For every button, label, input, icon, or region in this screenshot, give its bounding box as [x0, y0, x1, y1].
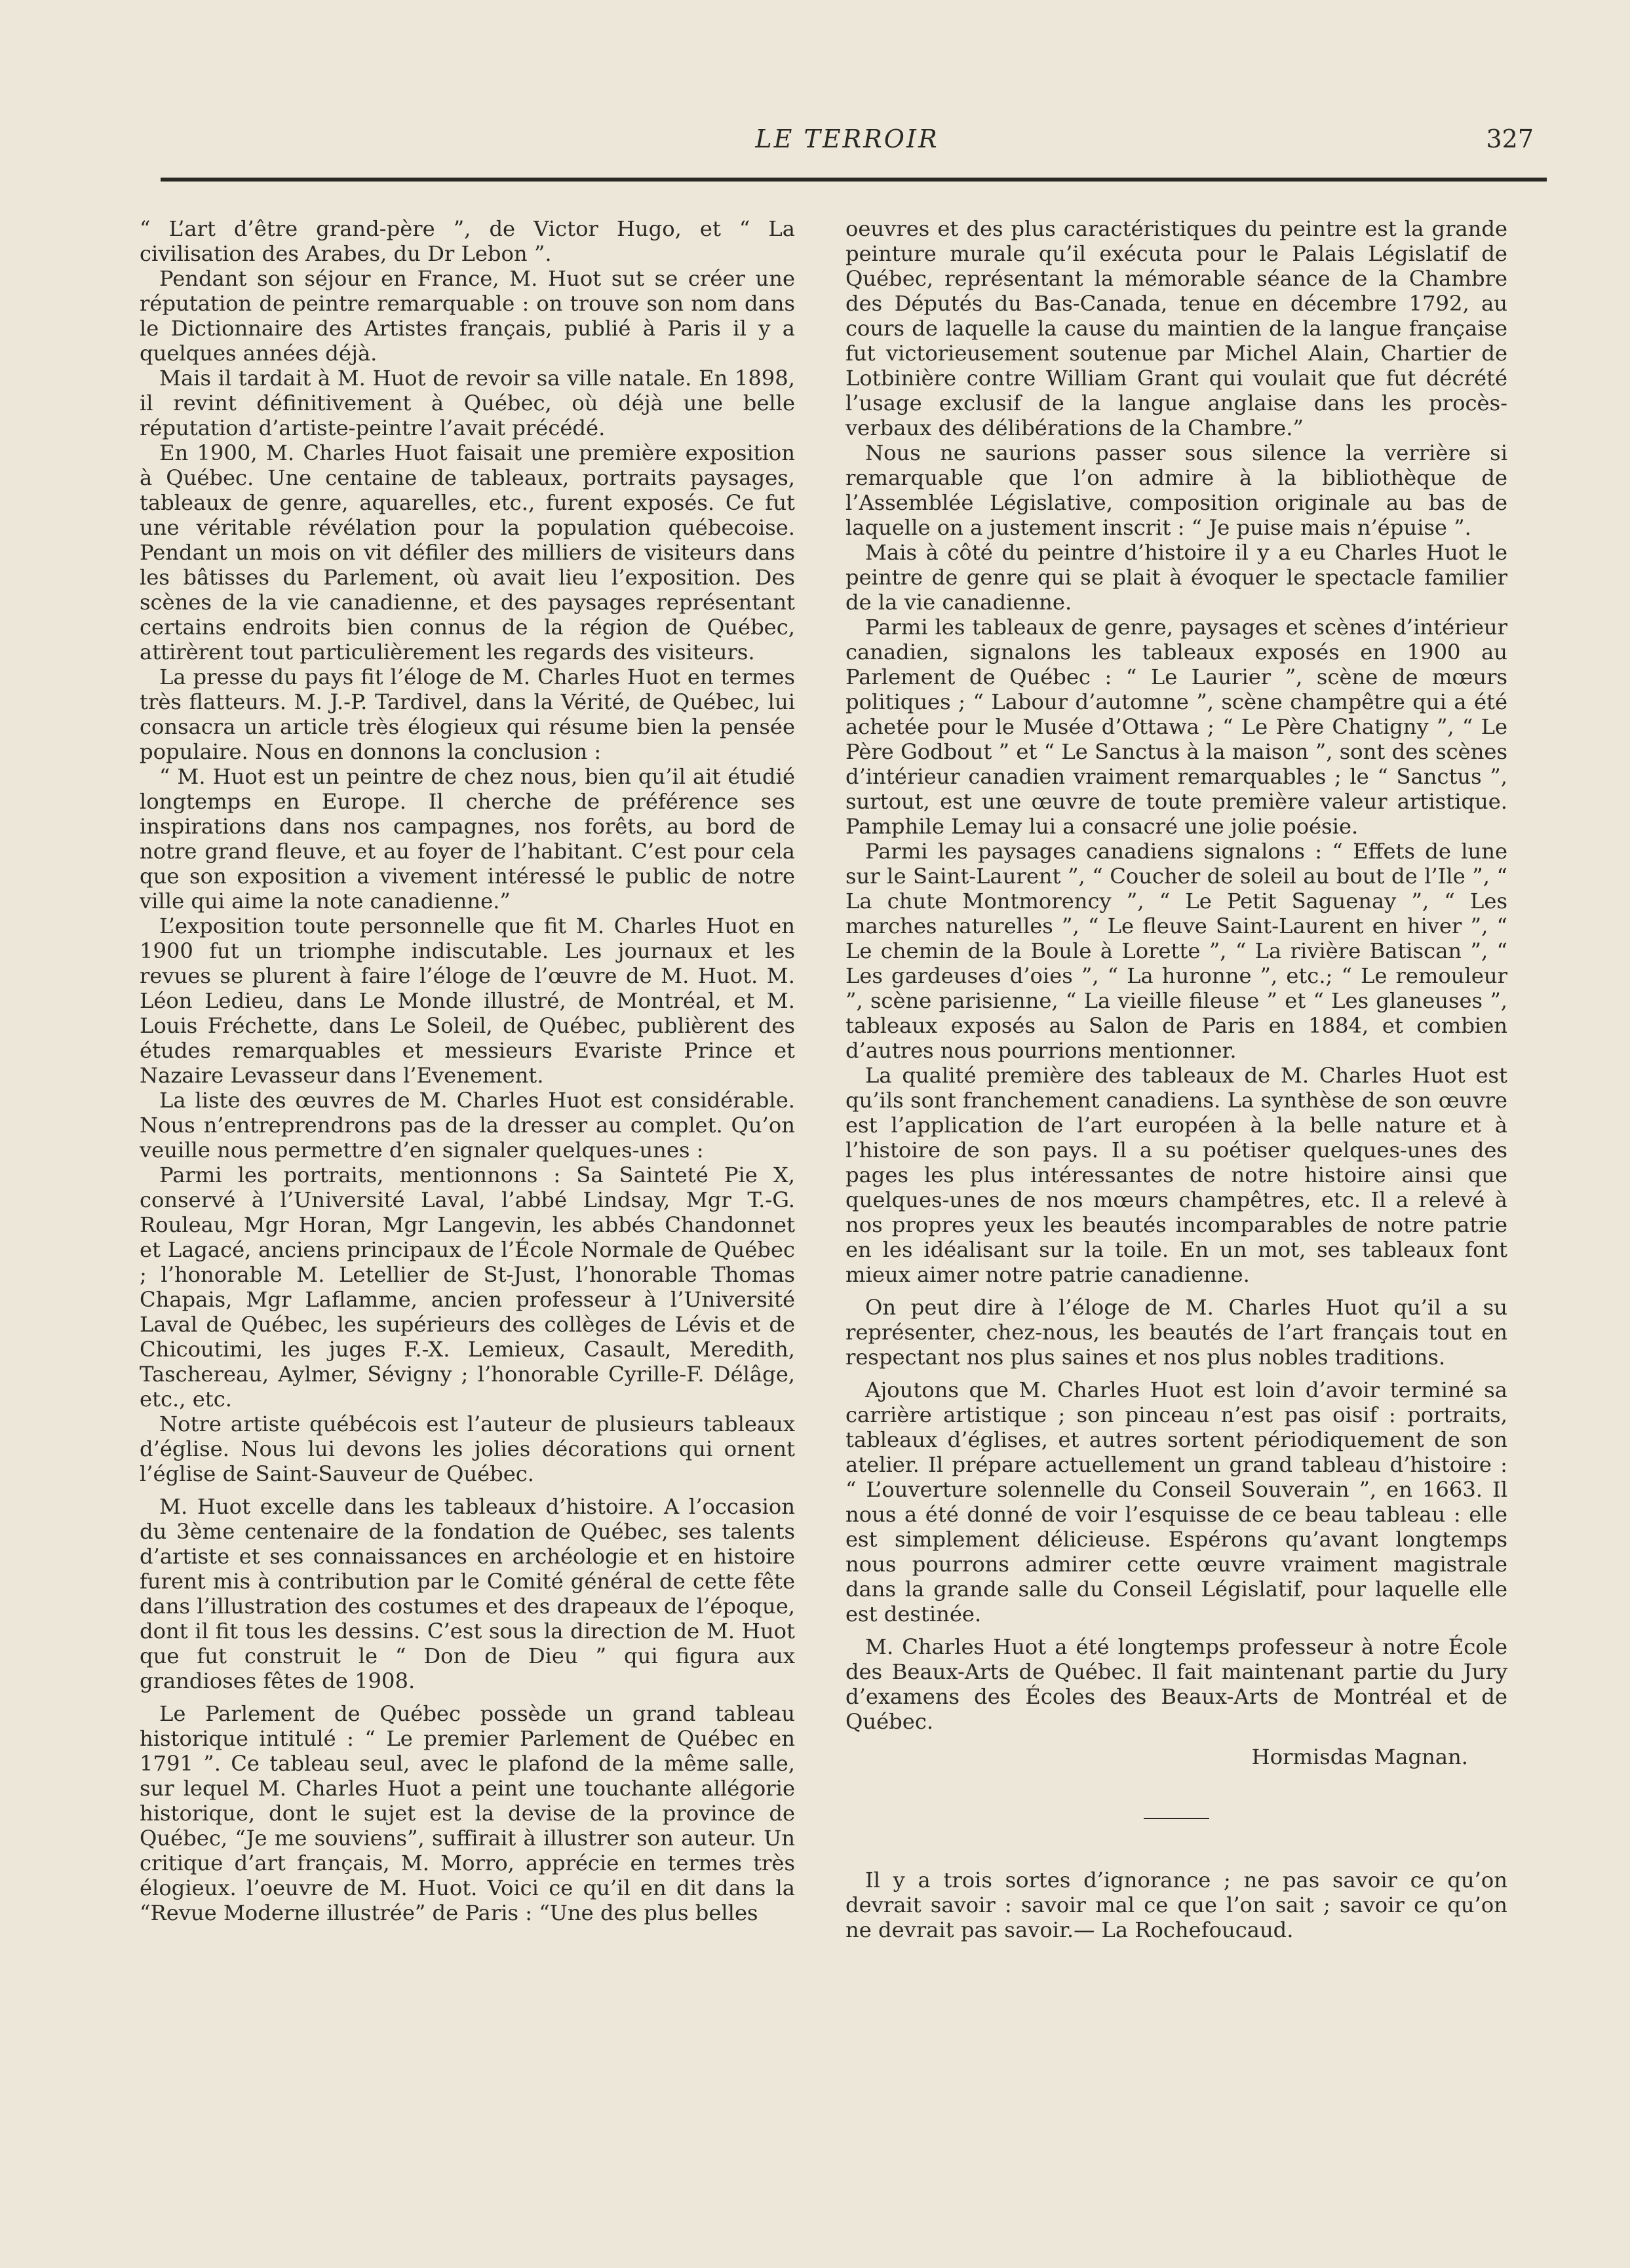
running-title: LE TERROIR	[755, 125, 939, 153]
paragraph: La liste des œuvres de M. Charles Huot est considérable. Nous n’entreprendrons pas de la dresser au complet. Qu’on veuille nous permettre d’en signaler quelques-unes :	[140, 1088, 795, 1163]
author-signature: Hormisdas Magnan.	[1251, 1744, 1468, 1769]
page-header	[147, 119, 1547, 159]
paragraph: M. Huot excelle dans les tableaux d’histoire. A l’occasion du 3ème centenaire de la fondation de Québec, ses talents d’artiste et ses connaissances en archéologie et en histoire furent mis à contribution par le Comité général de cette fête dans l’illustration des costumes et des drapeaux de l’époque, dont il fit tous les dessins. C’est sous la direction de M. Huot que fut construit le “ Don de Dieu ” qui figura aux grandioses fêtes de 1908.	[140, 1494, 795, 1693]
paragraph: oeuvres et des plus caractéristiques du peintre est la grande peinture murale qu’il exécuta pour le Palais Législatif de Québec, représentant la mémorable séance de la Chambre des Députés du Bas-Canada, tenue en décembre 1792, au cours de laquelle la cause du maintien de la langue française fut victorieusement soutenue par Michel Alain, Chartier de Lotbinière contre William Grant qui voulait que fut décrété l’usage exclusif de la langue anglaise dans les procès-verbaux des délibérations de la Chambre.”	[845, 216, 1507, 440]
paragraph: Mais à côté du peintre d’histoire il y a eu Charles Huot le peintre de genre qui se plait à évoquer le spectacle familier de la vie canadienne.	[845, 540, 1507, 615]
paragraph: M. Charles Huot a été longtemps professeur à notre École des Beaux-Arts de Québec. Il fait maintenant partie du Jury d’examens des Écoles des Beaux-Arts de Montréal et de Québec.	[845, 1634, 1507, 1734]
paragraph: On peut dire à l’éloge de M. Charles Huot qu’il a su représenter, chez-nous, les beautés de l’art français tout en respectant nos plus saines et nos plus nobles traditions.	[845, 1295, 1507, 1370]
paragraph: L’exposition toute personnelle que fit M. Charles Huot en 1900 fut un triomphe indiscutable. Les journaux et les revues se plurent à faire l’éloge de l’œuvre de M. Huot. M. Léon Ledieu, dans Le Monde illustré, de Montréal, et M. Louis Fréchette, dans Le Soleil, de Québec, publièrent des études remarquables et messieurs Evariste Prince et Nazaire Levasseur dans l’Evenement.	[140, 913, 795, 1088]
paragraph: Nous ne saurions passer sous silence la verrière si remarquable que l’on admire à la bibliothèque de l’Assemblée Législative, composition originale au bas de laquelle on a justement inscrit : “ Je puise mais n’épuise ”.	[845, 440, 1507, 540]
paragraph: Pendant son séjour en France, M. Huot sut se créer une réputation de peintre remarquable : on trouve son nom dans le Dictionnaire des Artistes français, publié à Paris il y a quelques années déjà.	[140, 266, 795, 366]
maxim-quote: Il y a trois sortes d’ignorance ; ne pas savoir ce qu’on devrait savoir : savoir mal ce que l’on sait ; savoir ce qu’on ne devrait pas savoir.— La Rochefoucaud.	[845, 1868, 1507, 1942]
paragraph: “ L’art d’être grand-père ”, de Victor Hugo, et “ La civilisation des Arabes, du Dr Lebon ”.	[140, 216, 795, 266]
header-rule	[161, 178, 1547, 182]
right-column	[845, 216, 1507, 1942]
left-column	[140, 216, 795, 1925]
section-divider	[1144, 1818, 1209, 1819]
paragraph: En 1900, M. Charles Huot faisait une première exposition à Québec. Une centaine de tableaux, portraits paysages, tableaux de genre, aquarelles, etc., furent exposés. Ce fut une véritable révélation pour la population québecoise. Pendant un mois on vit défiler des milliers de visiteurs dans les bâtisses du Parlement, où avait lieu l’exposition. Des scènes de la vie canadienne, et des paysages représentant certains endroits bien connus de la région de Québec, attirèrent tout particulièrement les regards des visiteurs.	[140, 440, 795, 664]
paragraph: Parmi les paysages canadiens signalons : “ Effets de lune sur le Saint-Laurent ”, “ Coucher de soleil au bout de l’Ile ”, “ La chute Montmorency ”, “ Le Petit Saguenay ”, “ Les marches naturelles ”, “ Le fleuve Saint-Laurent en hiver ”, “ Le chemin de la Boule à Lorette ”, “ La rivière Batiscan ”, “ Les gardeuses d’oies ”, “ La huronne ”, etc.; “ Le remouleur ”, scène parisienne, “ La vieille fileuse ” et “ Les glaneuses ”, tableaux exposés au Salon de Paris en 1884, et combien d’autres nous pourrions mentionner.	[845, 839, 1507, 1063]
paragraph: La qualité première des tableaux de M. Charles Huot est qu’ils sont franchement canadiens. La synthèse de son œuvre est l’application de l’art européen à la belle nature et à l’histoire de son pays. Il a su poétiser quelques-unes des pages les plus intéressantes de notre histoire ainsi que quelques-unes de nos mœurs champêtres, etc. Il a relevé à nos propres yeux les beautés incomparables de notre patrie en les idéalisant sur la toile. En un mot, ses tableaux font mieux aimer notre patrie canadienne.	[845, 1063, 1507, 1287]
paragraph: Le Parlement de Québec possède un grand tableau historique intitulé : “ Le premier Parlement de Québec en 1791 ”. Ce tableau seul, avec le plafond de la même salle, sur lequel M. Charles Huot a peint une touchante allégorie historique, dont le sujet est la devise de la province de Québec, “Je me souviens”, suffirait à illustrer son auteur. Un critique d’art français, M. Morro, apprécie en termes très élogieux. l’oeuvre de M. Huot. Voici ce qu’il en dit dans la “Revue Moderne illustrée” de Paris : “Une des plus belles	[140, 1701, 795, 1925]
paragraph: Parmi les portraits, mentionnons : Sa Sainteté Pie X, conservé à l’Université Laval, l’abbé Lindsay, Mgr T.-G. Rouleau, Mgr Horan, Mgr Langevin, les abbés Chandonnet et Lagacé, anciens principaux de l’École Normale de Québec ; l’honorable M. Letellier de St-Just, l’honorable Thomas Chapais, Mgr Laflamme, ancien professeur à l’Université Laval de Québec, les supérieurs des collèges de Lévis et de Chicoutimi, les juges F.-X. Lemieux, Casault, Meredith, Taschereau, Aylmer, Sévigny ; l’honorable Cyrille-F. Délâge, etc., etc.	[140, 1163, 795, 1412]
paragraph: Parmi les tableaux de genre, paysages et scènes d’intérieur canadien, signalons les tableaux exposés en 1900 au Parlement de Québec : “ Le Laurier ”, scène de mœurs politiques ; “ Labour d’automne ”, scène champêtre qui a été achetée pour le Musée d’Ottawa ; “ Le Père Chatigny ”, “ Le Père Godbout ” et “ Le Sanctus à la maison ”, sont des scènes d’intérieur canadien vraiment remarquables ; le “ Sanctus ”, surtout, est une œuvre de toute première valeur artistique. Pamphile Lemay lui a consacré une jolie poésie.	[845, 615, 1507, 839]
page-number: 327	[1486, 125, 1534, 153]
paragraph: La presse du pays fit l’éloge de M. Charles Huot en termes très flatteurs. M. J.-P. Tardivel, dans la Vérité, de Québec, lui consacra un article très élogieux qui résume bien la pensée populaire. Nous en donnons la conclusion :	[140, 664, 795, 764]
paragraph: “ M. Huot est un peintre de chez nous, bien qu’il ait étudié longtemps en Europe. Il cherche de préférence ses inspirations dans nos campagnes, nos forêts, au bord de notre grand fleuve, et au foyer de l’habitant. C’est pour cela que son exposition a vivement intéressé le public de notre ville qui aime la note canadienne.”	[140, 764, 795, 913]
paragraph: Mais il tardait à M. Huot de revoir sa ville natale. En 1898, il revint définitivement à Québec, où déjà une belle réputation d’artiste-peintre l’avait précédé.	[140, 366, 795, 440]
paragraph: Notre artiste québécois est l’auteur de plusieurs tableaux d’église. Nous lui devons les jolies décorations qui ornent l’église de Saint-Sauveur de Québec.	[140, 1412, 795, 1486]
paragraph: Ajoutons que M. Charles Huot est loin d’avoir terminé sa carrière artistique ; son pinceau n’est pas oisif : portraits, tableaux d’églises, et autres sortent périodiquement de son atelier. Il prépare actuellement un grand tableau d’histoire : “ L’ouverture solennelle du Conseil Souverain ”, en 1663. Il nous a été donné de voir l’esquisse de ce beau tableau : elle est simplement délicieuse. Espérons qu’avant longtemps nous pourrons admirer cette œuvre vraiment magistrale dans la grande salle du Conseil Législatif, pour laquelle elle est destinée.	[845, 1377, 1507, 1626]
